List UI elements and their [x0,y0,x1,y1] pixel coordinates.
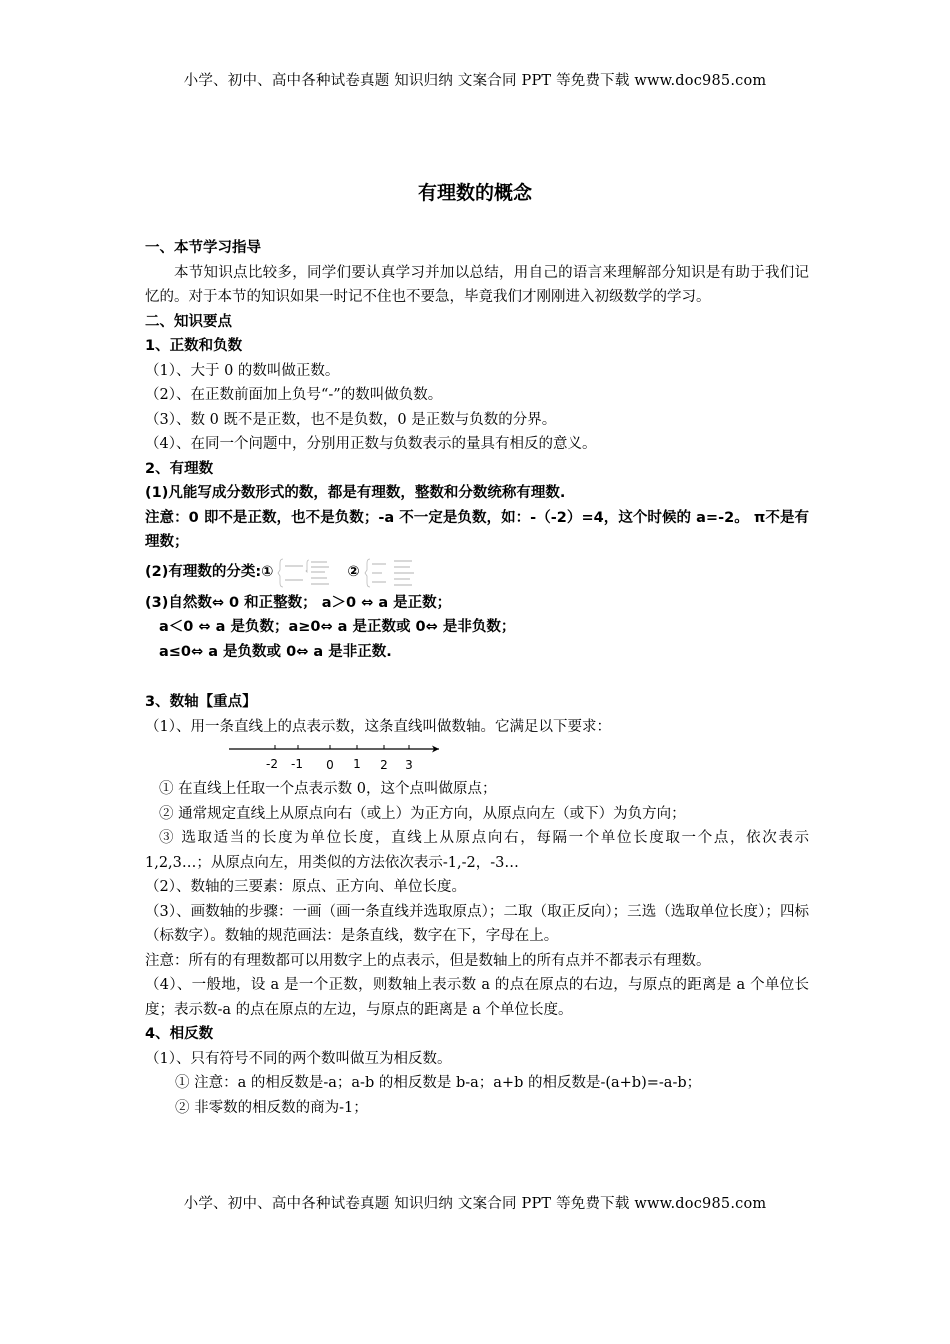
classification-diagram-1 [277,557,341,589]
list-item: ② 非零数的相反数的商为-1； [175,1099,368,1116]
list-item: （4）、一般地，设 a 是一个正数，则数轴上表示数 a 的点在原点的右边，与原点的距离是 a 个单位长度；表示数-a 的点在原点的左边，与原点的距离是 a 个单位长度。 [145,977,809,1018]
list-item: （1）、用一条直线上的点表示数，这条直线叫做数轴。它满足以下要求： [145,718,611,735]
list-item: ① 注意：a 的相反数是-a；a-b 的相反数是 b-a；a+b 的相反数是-(a+b)=-a-b； [175,1075,702,1091]
tick-label-1: 1 [353,757,361,771]
document-body [145,236,809,1120]
list-item: （3）、画数轴的步骤：一画（画一条直线并选取原点）；二取（取正反向）；三选（选取单位长度）；四标（标数字）。数轴的规范画法：是条直线，数字在下，字母在上。 [145,903,809,944]
axis-note: 注意：所有的有理数都可以用数字上的点表示，但是数轴上的所有点并不都表示有理数。 [145,952,711,969]
classification-diagram-2 [364,557,428,589]
list-item: （1）、只有符号不同的两个数叫做互为相反数。 [145,1050,452,1067]
rational-note: 注意：0 即不是正数，也不是负数；-a 不一定是负数，如：-（-2）=4，这个时候的 a=-2。 π不是有理数； [145,509,809,550]
part-3-heading: 3、数轴【重点】 [145,694,257,710]
list-item: （3）、数 0 既不是正数，也不是负数，0 是正数与负数的分界。 [145,411,557,428]
tick-label-3: 3 [405,758,413,772]
rule-line-2: a＜0 ⇔ a 是负数；a≥0⇔ a 是正数或 0⇔ 是非负数； [159,619,516,635]
list-item: （4）、在同一个问题中，分别用正数与负数表示的量具有相反的意义。 [145,436,597,452]
rule-line-3: a≤0⇔ a 是负数或 0⇔ a 是非正数. [159,643,392,660]
tick-label-2: 2 [380,758,388,772]
tick-label-neg2: -2 [266,757,278,771]
list-item: （2）、在正数前面加上负号“-”的数叫做负数。 [145,387,443,403]
classification-row [145,555,809,591]
page-title: 有理数的概念 [417,182,532,204]
tick-label-neg1: -1 [291,757,303,771]
classification-second-label: ② [347,564,360,581]
list-item: ① 在直线上任取一个点表示数 0，这个点叫做原点； [159,781,497,797]
section-1-heading: 一、本节学习指导 [145,240,261,256]
classification-label: (2)有理数的分类:① [145,564,274,581]
footer-banner: 小学、初中、高中各种试卷真题 知识归纳 文案合同 PPT 等免费下载 www.doc985.com [183,1196,767,1212]
part-2-heading: 2、有理数 [145,460,214,477]
number-line [227,743,447,777]
part-4-heading: 4、相反数 [145,1026,214,1042]
tick-label-0: 0 [326,758,334,772]
list-item: ③ 选取适当的长度为单位长度，直线上从原点向右，每隔一个单位长度取一个点，依次表示 1,2,3…；从原点向左，用类似的方法依次表示-1,-2，-3… [145,830,809,871]
section-2-heading: 二、知识要点 [145,313,232,330]
part-1-heading: 1、正数和负数 [145,338,243,354]
rule-line-1: (3)自然数⇔ 0 和正整数； a＞0 ⇔ a 是正数； [145,594,452,611]
rational-definition: (1)凡能写成分数形式的数，都是有理数，整数和分数统称有理数. [145,485,566,501]
section-1-body: 本节知识点比较多，同学们要认真学习并加以总结，用自己的语言来理解部分知识是有助于我们记忆的。对于本节的知识如果一时记不住也不要急，毕竟我们才刚刚进入初级数学的学习。 [145,264,809,305]
list-item: （2）、数轴的三要素：原点、正方向、单位长度。 [145,879,466,895]
header-banner: 小学、初中、高中各种试卷真题 知识归纳 文案合同 PPT 等免费下载 www.doc985.com [183,73,767,89]
number-line-figure [145,739,809,777]
list-item: ② 通常规定直线上从原点向右（或上）为正方向，从原点向左（或下）为负方向； [159,805,686,822]
list-item: （1）、大于 0 的数叫做正数。 [145,362,340,379]
